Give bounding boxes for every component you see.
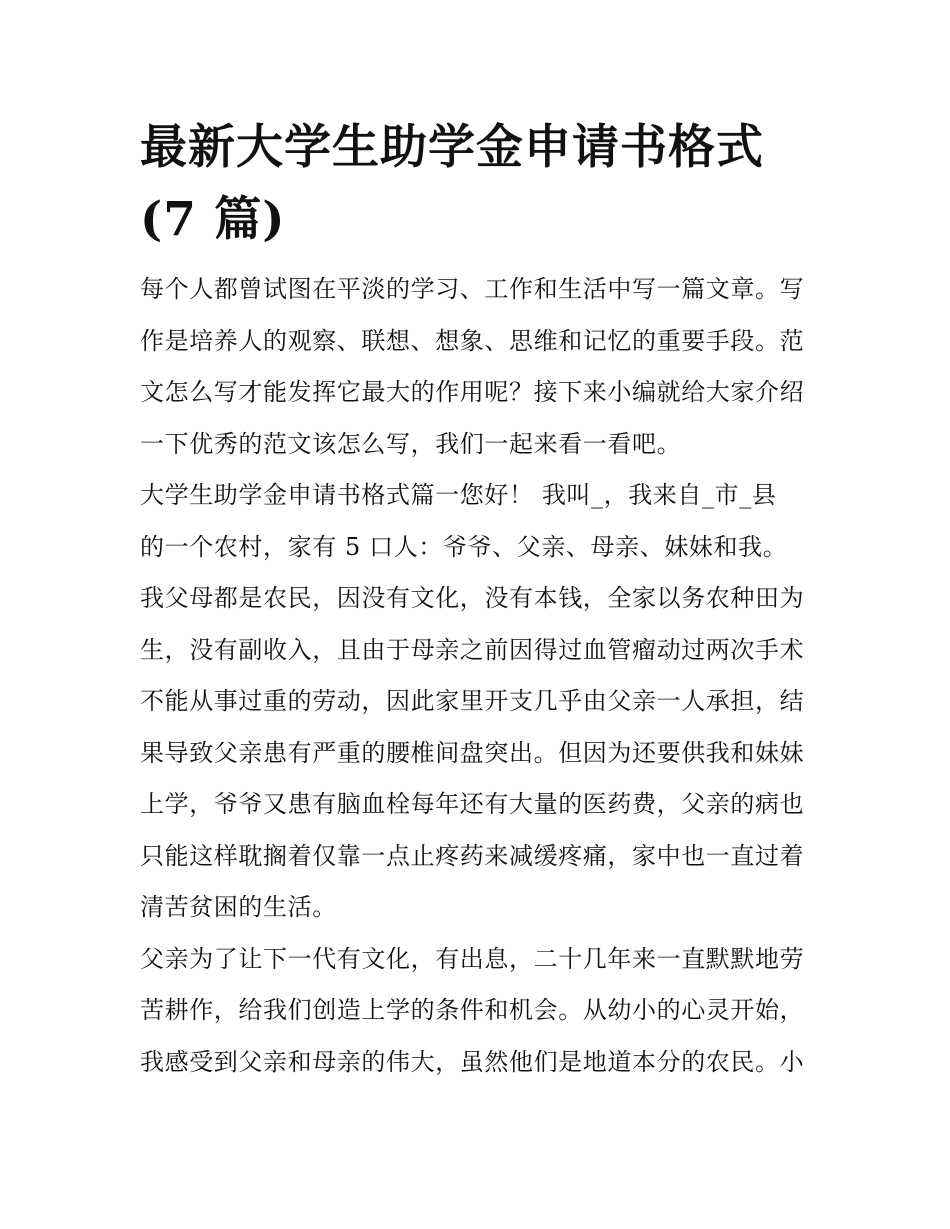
text-line: 清苦贫困的生活。	[140, 893, 337, 921]
text-line: 每个人都曾试图在平淡的学习、工作和生活中写一篇文章。写	[140, 275, 805, 303]
text-line: 父亲为了让下一代有文化，有出息，二十几年来一直默默地劳	[140, 944, 805, 973]
text-line: 果导致父亲患有严重的腰椎间盘突出。但因为还要供我和妹妹	[140, 738, 805, 767]
text-line: 苦耕作，给我们创造上学的条件和机会。从幼小的心灵开始，	[140, 996, 805, 1024]
paragraph-family-situation	[140, 573, 812, 934]
text-line: 生，没有副收入，且由于母亲之前因得过血管瘤动过两次手术	[140, 635, 805, 664]
paragraph-intro	[140, 264, 812, 470]
document-content	[140, 112, 812, 1088]
text-line: 一下优秀的范文该怎么写，我们一起来看一看吧。	[140, 429, 682, 458]
text-line: 不能从事过重的劳动，因此家里开支几乎由父亲一人承担，结	[140, 687, 805, 715]
text-line: 大学生助学金申请书格式篇一您好！ 我叫_，我来自_市_县	[140, 481, 777, 509]
text-line: 我感受到父亲和母亲的伟大，虽然他们是地道本分的农民。小	[140, 1047, 805, 1076]
text-line: 的一个农村，家有 5 口人：爷爷、父亲、母亲、妹妹和我。	[140, 532, 788, 561]
document-body	[140, 264, 812, 1088]
text-line: 我父母都是农民，因没有文化，没有本钱，全家以务农种田为	[140, 584, 805, 612]
document-title	[140, 112, 812, 256]
text-line: 作是培养人的观察、联想、想象、思维和记忆的重要手段。范	[140, 326, 805, 355]
paragraph-greeting	[140, 470, 812, 573]
text-line: 文怎么写才能发挥它最大的作用呢？接下来小编就给大家介绍	[140, 378, 805, 406]
text-line: 只能这样耽搁着仅靠一点止疼药来减缓疼痛，家中也一直过着	[140, 841, 805, 870]
paragraph-father	[140, 934, 812, 1089]
text-line: 上学，爷爷又患有脑血栓每年还有大量的医药费，父亲的病也	[140, 790, 805, 818]
title-line: 最新大学生助学金申请书格式	[140, 120, 764, 175]
title-line: (7 篇)	[140, 192, 286, 247]
